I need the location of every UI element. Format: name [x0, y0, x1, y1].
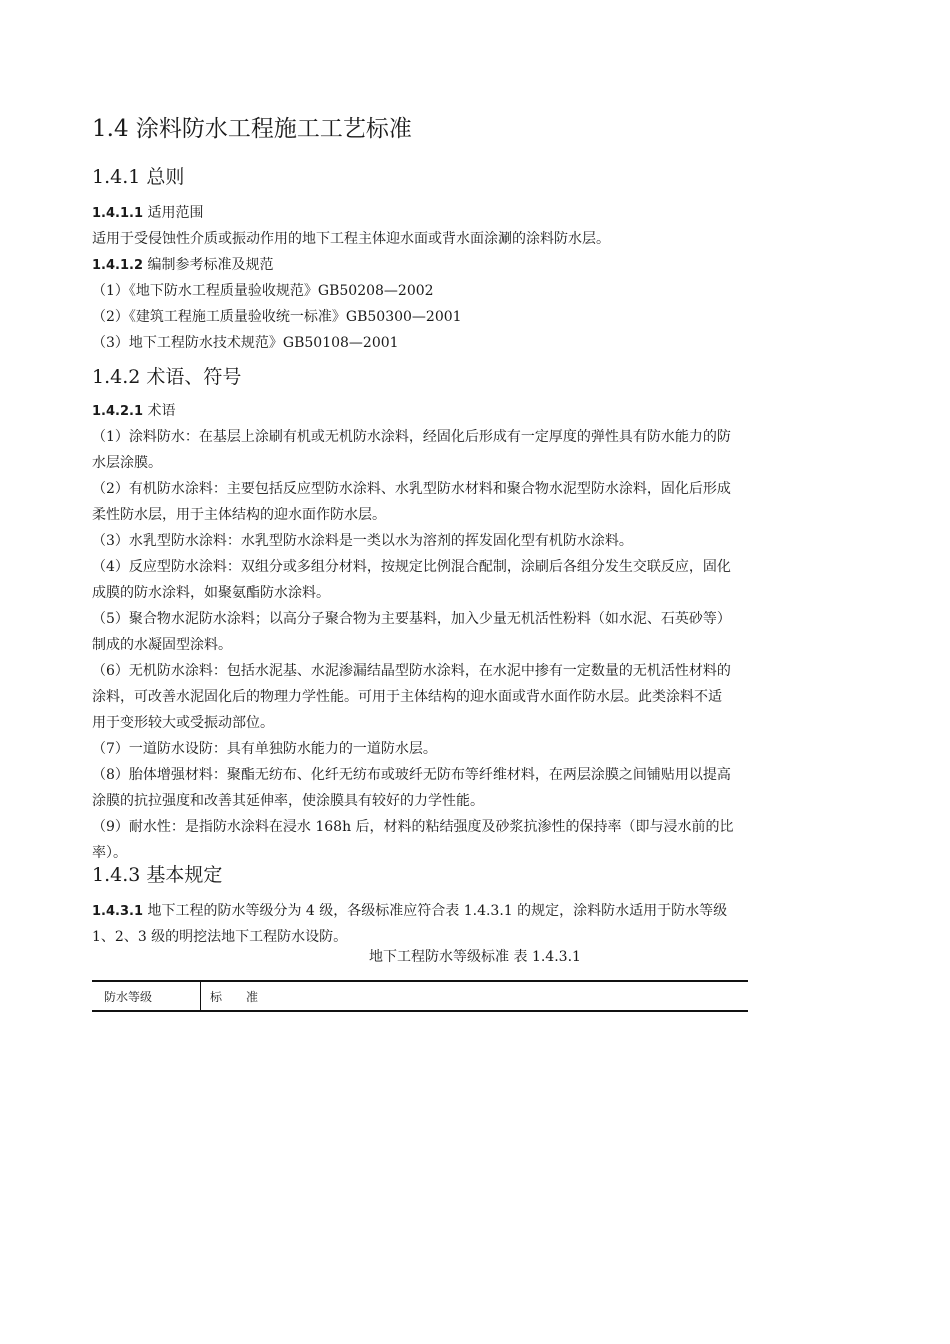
term-line: （8）胎体增强材料：聚酯无纺布、化纤无纺布或玻纤无防布等纤维材料，在两层涂膜之间铺贴用以提高	[92, 767, 731, 783]
term-line: 用于变形较大或受振动部位。	[92, 715, 274, 731]
clause-text: 地下工程的防水等级分为 4 级，各级标准应符合表 1.4.3.1 的规定，涂料防水适用于防水等级	[147, 903, 728, 919]
term-line: 水层涂膜。	[92, 455, 162, 471]
term-line: （6）无机防水涂料：包括水泥基、水泥渗漏结晶型防水涂料，在水泥中掺有一定数量的无机活性材料的	[92, 663, 731, 679]
term-line: 制成的水凝固型涂料。	[92, 637, 232, 653]
table-header-grade: 防水等级	[104, 990, 153, 1004]
section-terms-body	[92, 398, 858, 866]
reference-item: （2）《建筑工程施工质量验收统一标准》GB50300—2001	[92, 309, 462, 325]
section-basic-rules-body	[92, 898, 858, 950]
term-line: （5）聚合物水泥防水涂料；以高分子聚合物为主要基料，加入少量无机活性粉料（如水泥、石英砂等）	[92, 611, 731, 627]
term-line: 柔性防水层，用于主体结构的迎水面作防水层。	[92, 507, 386, 523]
clause-title: 适用范围	[147, 205, 204, 221]
term-line: （4）反应型防水涂料：双组分或多组分材料，按规定比例混合配制，涂刷后各组分发生交联反应，固化	[92, 559, 731, 575]
term-line: （2）有机防水涂料：主要包括反应型防水涂料、水乳型防水材料和聚合物水泥型防水涂料，固化后形成	[92, 481, 731, 497]
section-heading-basic-rules: 1.4.3 基本规定	[92, 864, 223, 886]
clause-number: 1.4.3.1	[92, 904, 143, 919]
clause-number: 1.4.2.1	[92, 404, 143, 419]
term-line: （7）一道防水设防：具有单独防水能力的一道防水层。	[92, 741, 437, 757]
term-line: 涂膜的抗拉强度和改善其延伸率，使涂膜具有较好的力学性能。	[92, 793, 484, 809]
reference-item: （3）地下工程防水技术规范》GB50108—2001	[92, 335, 399, 351]
table-header-standard: 标 准	[210, 990, 259, 1004]
term-line: 涂料，可改善水泥固化后的物理力学性能。可用于主体结构的迎水面或背水面作防水层。此类涂料不适	[92, 689, 722, 705]
clause-title: 编制参考标准及规范	[147, 257, 274, 273]
reference-item: （1）《地下防水工程质量验收规范》GB50208—2002	[92, 283, 434, 299]
table-caption: 地下工程防水等级标准 表 1.4.3.1	[369, 949, 581, 965]
scope-text: 适用于受侵蚀性介质或振动作用的地下工程主体迎水面或背水面涂涮的涂料防水层。	[92, 231, 610, 247]
term-line: 成膜的防水涂料，如聚氨酯防水涂料。	[92, 585, 330, 601]
term-line: （3）水乳型防水涂料：水乳型防水涂料是一类以水为溶剂的挥发固化型有机防水涂料。	[92, 533, 633, 549]
clause-number: 1.4.1.2	[92, 258, 143, 273]
section-general-body	[92, 200, 858, 356]
table-column-divider	[200, 982, 201, 1010]
section-heading-terms: 1.4.2 术语、符号	[92, 366, 242, 388]
page-title: 1.4 涂料防水工程施工工艺标准	[92, 116, 412, 142]
term-line: （1）涂料防水：在基层上涂刷有机或无机防水涂料，经固化后形成有一定厚度的弹性具有防水能力的防	[92, 429, 731, 445]
waterproof-grade-table	[92, 980, 748, 1012]
clause-number: 1.4.1.1	[92, 206, 143, 221]
clause-title: 术语	[147, 403, 176, 419]
term-line: （9）耐水性：是指防水涂料在浸水 168h 后，材料的粘结强度及砂浆抗渗性的保持率（即与浸水前的比	[92, 819, 734, 835]
clause-text: 1、2、3 级的明挖法地下工程防水设防。	[92, 929, 348, 945]
term-line: 率）。	[92, 845, 127, 861]
section-heading-general: 1.4.1 总则	[92, 166, 185, 188]
